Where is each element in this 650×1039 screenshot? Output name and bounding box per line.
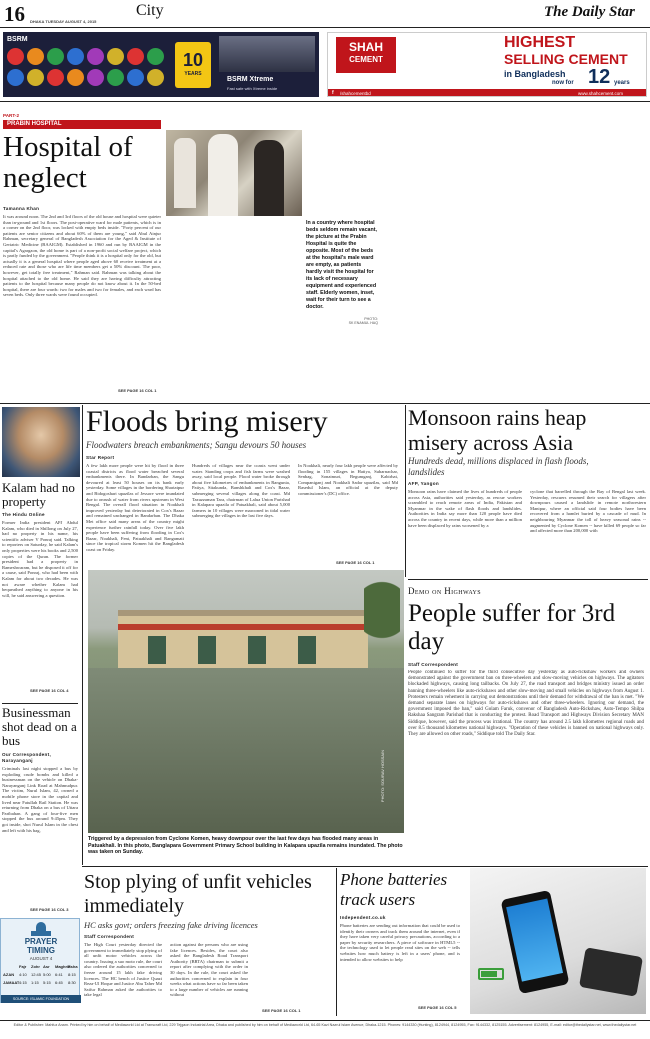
footer-rule <box>0 1020 650 1021</box>
paper-name: The Daily Star <box>544 4 635 20</box>
bsrm-tagline: Fast safe with Xtreme inside <box>227 86 278 91</box>
monsoon-subhead: Hundreds dead, millions displaced in flash floods, landslides <box>408 456 589 477</box>
floods-byline: Star Report <box>86 455 115 460</box>
floods-body-col1: A few lakh more people were hit by flood in three coastal districts as flood water breached several embankments there. In Bandarban, the Sangu devoured at least 50 houses on its bank early yesterday. Some villages in the bordering Shariatpur and Bidogoshari upazilas of Jessore were inundated due to onrush of water from rivers upstream in West Bengal. The overall flood situation in Noakhali improved yesterday but deteriorated in Cox's Bazar and remained unchanged in Bandarban. The Dhaka Met office said many areas of the country might experience further rainfall today. Over five lakh people have been suffering from flooding in Cox's Bazar, Noakhali, Feni, Patuakhali and Rangamati since the tropical storm Komen hit the Bangladesh coast on Friday. <box>86 463 184 552</box>
hospital-photo-caption: In a country where hospital beds seldom remain vacant, the picture at the Prabin Hospital is quite the opposite. Most of the beds at the hospital's male ward are empty, as patients hardly visit the hospital for its lack of necessary equipment and experienced staff. Elderly women, inset, wait for their turn to see a doctor. <box>306 220 377 310</box>
bsrm-logo: BSRM <box>7 36 28 43</box>
bsrm-circles <box>7 48 167 92</box>
footer-imprint: Editor & Publisher: Mahfuz Anam. Printed by him on behalf of Mediaworld Ltd at Transcraft Ltd, 229 Tejgaon Industrial Area, Dhaka and published by him on behalf of Mediaworld Ltd, 64-65 Kazi Nazrul Islam Avenue, Dhaka-1215. Phones: 9144330 (Hunting), 8124944, 8124955, Fax: 9144332, 8125155. Advertisement: 8124955, E-mail: editor@thedailystar.net, www.thedailystar.net <box>13 1023 637 1027</box>
story-kicker: PRABIN HOSPITAL <box>3 120 161 129</box>
shah-now-for: now for <box>552 80 574 86</box>
kalam-headline: Kalam had no property <box>2 480 75 509</box>
mosque-icon <box>31 922 51 936</box>
phone-see-page: SEE PAGE 16 COL 5 <box>418 1005 457 1010</box>
masthead-rule <box>0 27 650 28</box>
phone-body: Phone batteries are sending out information that could be used to identify their owners and track them around the internet, even if they have taken very careful privacy precautions, according to a paper by security researchers. A piece of software in HTML5 -- the technology used to let people read sites on the web -- tells websites how much battery is left in a users' phone, and is intended to allow websites to help <box>340 923 460 962</box>
photo-credit-label: PHOTO: <box>364 317 378 321</box>
floods-subhead: Floodwaters breach embankments; Sangu devours 50 houses <box>86 440 307 450</box>
photo-caption-panel <box>302 216 382 398</box>
lower-separator <box>82 866 648 867</box>
businessman-byline: Our Correspondent, <box>2 752 52 757</box>
shah-facebook[interactable]: /shahcementbd <box>340 91 371 96</box>
bsrm-xtreme: BSRM Xtreme <box>227 76 274 83</box>
highways-story <box>408 582 648 864</box>
shah-cement-ad[interactable] <box>327 32 647 97</box>
kalam-see-page: SEE PAGE 16 COL 4 <box>30 688 69 693</box>
highways-kicker: Demo on Highways <box>408 586 482 596</box>
battery-icon <box>478 968 504 980</box>
bsrm-product-photo <box>219 36 315 72</box>
unfit-headline: Stop plying of unfit vehicles immediately <box>84 871 312 917</box>
phone-byline: Independent.co.uk <box>340 915 386 920</box>
monsoon-byline: AFP, Yangon <box>408 481 439 486</box>
floods-monsoon-divider <box>405 405 406 577</box>
hospital-body: It was around noon. The 2nd and 3rd floors of the old house and hospital were quieter than in-ground and 1st floors. The post-operative ward for male patients, which is in a corner on the 2nd floor, was locked with empty beds inside. "Forty percent of our patients are senior citizens and about 60% of them are young," said Abul Ainjur Rahman, secretary general of Bangladesh Association for the Aged & Institute of Geriatric Medicine (BAAIGM). Established in 1960 and run by BAAIGM in the capital's Agargaon, the old home is part of a non-profit social welfare project, which is partly funded by the government. "People think it is a hospital only for the old, but actually it is a general hospital where people aged above 60 receive treatment at a reduced rate and those who are life time members get a 50% discount. The poor, however, get totally free treatment," Rahman said. Rahman was talking about the hospital attached to the old home. He said they are having difficulty attracting patients to the hospital because many people do not know about it. In the 50-bed hospital, there are four wards: two for males and two for females, and each ward has seven beds. Only three wards were found occupied. <box>3 214 161 298</box>
flood-photo-caption: Triggered by a depression from Cyclone Komen, heavy downpour over the last few days has flooded many areas in Patuakhali. In this photo, Banglapara Government Primary School building in Kalapara upazila remains inundated. The photo was taken on Sunday. <box>88 836 403 856</box>
businessman-body: Criminals last night stopped a bus by exploding crude bombs and killed a businessman on the vehicle on Dhaka-Narayanganj Link Road at Mahmudpur. The victim, Nurul Islam, 42, owned a mobile phone store in the capital and lived near Fatullah Rail Station. He was returning from Dhaka on a bus of Uttara Paribahan. A gang of four-five men stopped the bus around 9:45pm. They got inside, shot Nurul Islam in the chest and left with his bag, <box>2 766 78 833</box>
shah-bottom-bar <box>328 89 647 97</box>
prayer-date: AUGUST 4 <box>29 956 53 961</box>
kalam-column <box>0 405 80 705</box>
unfit-subhead: HC asks govt; orders freezing fake driving licences <box>84 920 258 930</box>
dateline: DHAKA TUESDAY AUGUST 4, 2015 <box>30 19 97 24</box>
businessman-see-page: SEE PAGE 16 COL 3 <box>30 907 69 912</box>
businessman-byline-2: Narayanganj <box>2 758 33 763</box>
hospital-headline: Hospital of neglect <box>3 131 133 194</box>
unfit-body-col1: The High Court yesterday directed the government to immediately stop plying of all unfit motor vehicles across the country. Issuing a suo moto rule, the court also ordered the authorities concerned to freeze around 15 lakh fake driving licences. The HC bench of Justice Quazi Reza-Ul Hoque and Justice Abu Taher Md Saifur Rahman asked the authorities to take legal <box>84 942 162 998</box>
monsoon-headline: Monsoon rains heap misery across Asia <box>408 405 587 455</box>
phone-second-device <box>579 947 643 996</box>
prayer-timing-box <box>0 918 80 1003</box>
prayer-source: SOURCE: ISLAMIC FOUNDATION <box>1 995 81 1003</box>
photo-credit: SK ENAMUL HAQ <box>348 321 378 325</box>
businessman-story <box>0 706 80 916</box>
shah-years-number: 12 <box>588 66 611 88</box>
masthead <box>0 0 650 32</box>
phone-batteries-story <box>340 868 648 1016</box>
unfit-phone-divider <box>336 868 337 1016</box>
businessman-headline: Businessman shot dead on a bus <box>2 705 77 748</box>
prayer-title-1: PRAYER <box>24 937 58 946</box>
flood-school-photo <box>88 570 404 833</box>
smartphone-icon <box>501 890 570 994</box>
kalam-body: Former India president APJ Abdul Kalam, who died in Shillong on July 27, had no property in his name, his scientific adviser V Ponraj said. Talking to reporters on Saturday, he said Kalam's only properties were his books and 2,500 copies of the Quran. The former president had a property in Rameshwaram, but he disposed it off for a cause, said Ponraj, who had been with Kalam for about two decades. He was not aware whether Kalam had bequeathed anything to anyone in his will, he said answering a question. <box>2 520 78 598</box>
ad-separator <box>0 101 650 102</box>
inset-photo-elderly-women <box>166 130 302 216</box>
prayer-title-2: TIMING <box>27 946 55 955</box>
unfit-see-page: SEE PAGE 16 COL 1 <box>262 1008 301 1013</box>
floods-see-page: SEE PAGE 16 COL 1 <box>336 560 375 565</box>
monsoon-body-col1: Monsoon rains have claimed the lives of hundreds of people across Asia, authorities said yesterday, as rescue workers scrambled to reach remote areas of India, Pakistan and Myanmar in the wake of flash floods and landslides. Authorities in India say more than 120 people have died across the country in recent days, while more than a million have been displaced by rains worsened by a <box>408 489 522 528</box>
shah-logo: SHAH CEMENT <box>336 37 396 73</box>
shah-years-label: years <box>614 80 630 86</box>
highways-headline: People suffer for 3rd day <box>408 600 616 655</box>
hospital-byline: Tamanna Khan <box>3 206 40 211</box>
floods-body-col2: Hundreds of villages near the coasts went under water. Standing crops and fish farms were washed away, said local people. Flood water broke through about five kilometres of embankments in Rangunia, Patiya, Sitakunda, Banshkhali and Cox's Bazar, submerging several villages along the coast. Md Tazuzzaman Tara, chairman of Lalua Union Parishad in Kalapara upazila of Patuakhali, said about 5,000 farmers in 10 villages were marooned in tidal water submerging the villages in the last five days. <box>192 463 290 519</box>
unfit-body-col2: action against the persons who are using fake licences. Besides, the court also asked the Bangladesh Road Transport Authority (BRTA) chairman to submit a report after complying with the order in 30 days. In the rule, the court asked the authorities concerned to explain in four weeks what actions have so far been taken to a large number of vehicles are running without <box>170 942 248 998</box>
prayer-table: Fajr Zohr Asr Maghrib Esha AZAN 4:10 12:45 5:00 6:41 8:15 JAMAAT 4:15 1:15 5:15 6:45 8:30 <box>3 964 78 985</box>
unfit-vehicles-story <box>84 868 334 1016</box>
phone-headline: Phone batteries track users <box>340 870 448 909</box>
facebook-icon: f <box>332 90 334 96</box>
floods-body-col3: In Noakhali, nearly four lakh people were affected by flooding in 155 villages in Hatiya, Subarnachar, Senbag, Sonaimuri, Begumganj, Kabirhat, Companiganj and Noakhali Sadar upazilas, said Md Rasedul Islam, an official at the deputy commissioner's (DC) office. <box>298 463 398 496</box>
kalam-byline: The Hindu Online <box>2 512 45 517</box>
hospital-see-page: SEE PAGE 16 COL 1 <box>118 388 157 393</box>
unfit-byline: Staff Correspondent <box>84 934 135 939</box>
kalam-portrait <box>2 407 80 477</box>
bsrm-ad[interactable] <box>3 32 319 97</box>
shah-in-bangladesh: in Bangladesh <box>504 69 566 79</box>
kalam-divider <box>82 405 83 865</box>
story-kicker-part: PART-2 <box>3 113 19 118</box>
section-name: City <box>136 2 164 19</box>
floods-story <box>86 405 404 565</box>
highways-body: People continued to suffer for the third consecutive day yesterday as auto-rickshaw workers and owners demonstrated against the government ban on three-wheelers and slow-moving vehicles on highways. The agitators blockaded highways, causing long tailbacks. On July 27, the road transport and bridges ministry issued an order banning three-wheelers like auto-rickshaws and other slow-moving and small vehicles on highways from August 1. Protesters remain vehement in carrying out demonstrations until their demand for withdrawal of the ban is met. "We demand separate lanes on highways for auto-rickshaws and other three-wheelers. Ignoring our demand, the government imposed the ban," said Golam Faruk, convenor of Bangladesh Auto-Rickshaw, Auto-Tempo Shilpa Rakshaa Sangram Parishad that is conducting the protest. Road Transport and Highways Division Secretary MAN Siddique, however, said the process was irrational. The country has around 2.5 lakh kilometres regional roads and over 8.5 thousand kilometres national highways. "Operation of these vehicles is banned on national highways only. They are allowed on other roads," Siddique told The Daily Star. <box>408 670 644 738</box>
monsoon-story <box>408 405 648 577</box>
page-number: 16 <box>4 2 25 26</box>
shah-website[interactable]: www.shahcement.com <box>578 91 624 96</box>
highways-byline: Staff Correspondent <box>408 662 459 667</box>
flood-photo-credit: PHOTO: SOURAV HOSSAIN <box>380 750 385 803</box>
hospital-story <box>0 104 650 400</box>
shah-headline-1: HIGHEST <box>504 34 576 51</box>
section-separator <box>0 403 650 404</box>
bsrm-years-badge: 10 YEARS <box>175 42 211 88</box>
floods-headline: Floods bring misery <box>86 405 328 438</box>
monsoon-body-col2: cyclone that barrelled through the Bay of Bengal last week. Yesterday, rescuers resumed their search for villagers after downpours caused a landslide in remote northwestern Manipur, where an official said four bodies have been recovered from a hamlet buried by a cascade of mud. In neighbouring Myanmar the toll of heavy seasonal rains -- augmented by Cyclone Komen -- have killed 69 people so far and affected more than 200,000 with <box>530 489 646 534</box>
phone-photo <box>470 868 646 1014</box>
shah-headline-2: SELLING CEMENT <box>504 51 628 67</box>
